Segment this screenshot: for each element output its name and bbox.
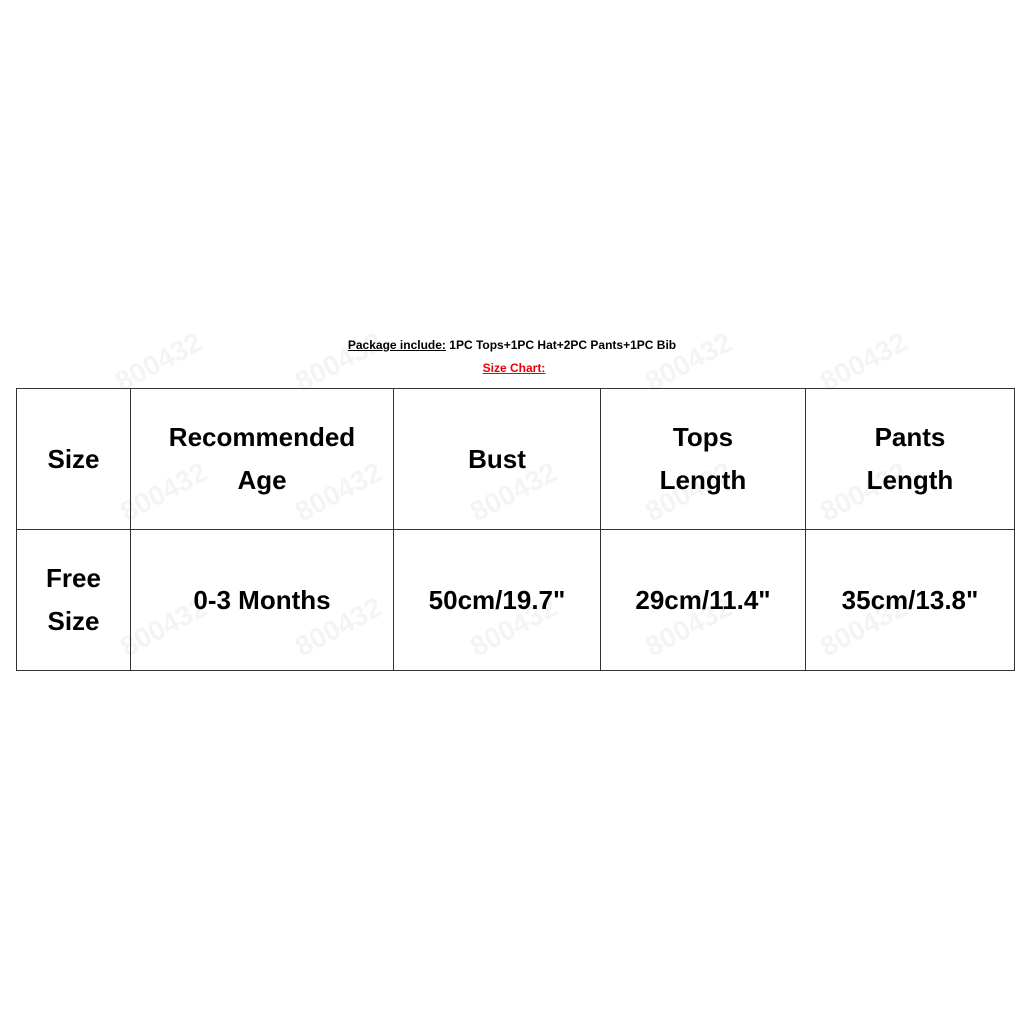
size-chart-title: Size Chart:: [482, 361, 546, 375]
package-include-label: Package include:: [347, 338, 446, 352]
header-cell-size: Size: [17, 389, 131, 530]
cell-pants-length: 35cm/13.8": [806, 530, 1015, 671]
header-cell-tops-length: Tops Length: [601, 389, 806, 530]
cell-tops-length: 29cm/11.4": [601, 530, 806, 671]
header-cell-recommended-age: Recommended Age: [131, 389, 394, 530]
cell-bust: 50cm/19.7": [394, 530, 601, 671]
package-contents: 1PC Tops+1PC Hat+2PC Pants+1PC Bib: [449, 338, 677, 352]
table-row: [17, 530, 1015, 671]
cell-size: Free Size: [17, 530, 131, 671]
header-cell-bust: Bust: [394, 389, 601, 530]
package-include-line: [0, 338, 1024, 352]
size-table: [16, 388, 1015, 671]
table-header-row: [17, 389, 1015, 530]
cell-recommended-age: 0-3 Months: [131, 530, 394, 671]
header-cell-pants-length: Pants Length: [806, 389, 1015, 530]
